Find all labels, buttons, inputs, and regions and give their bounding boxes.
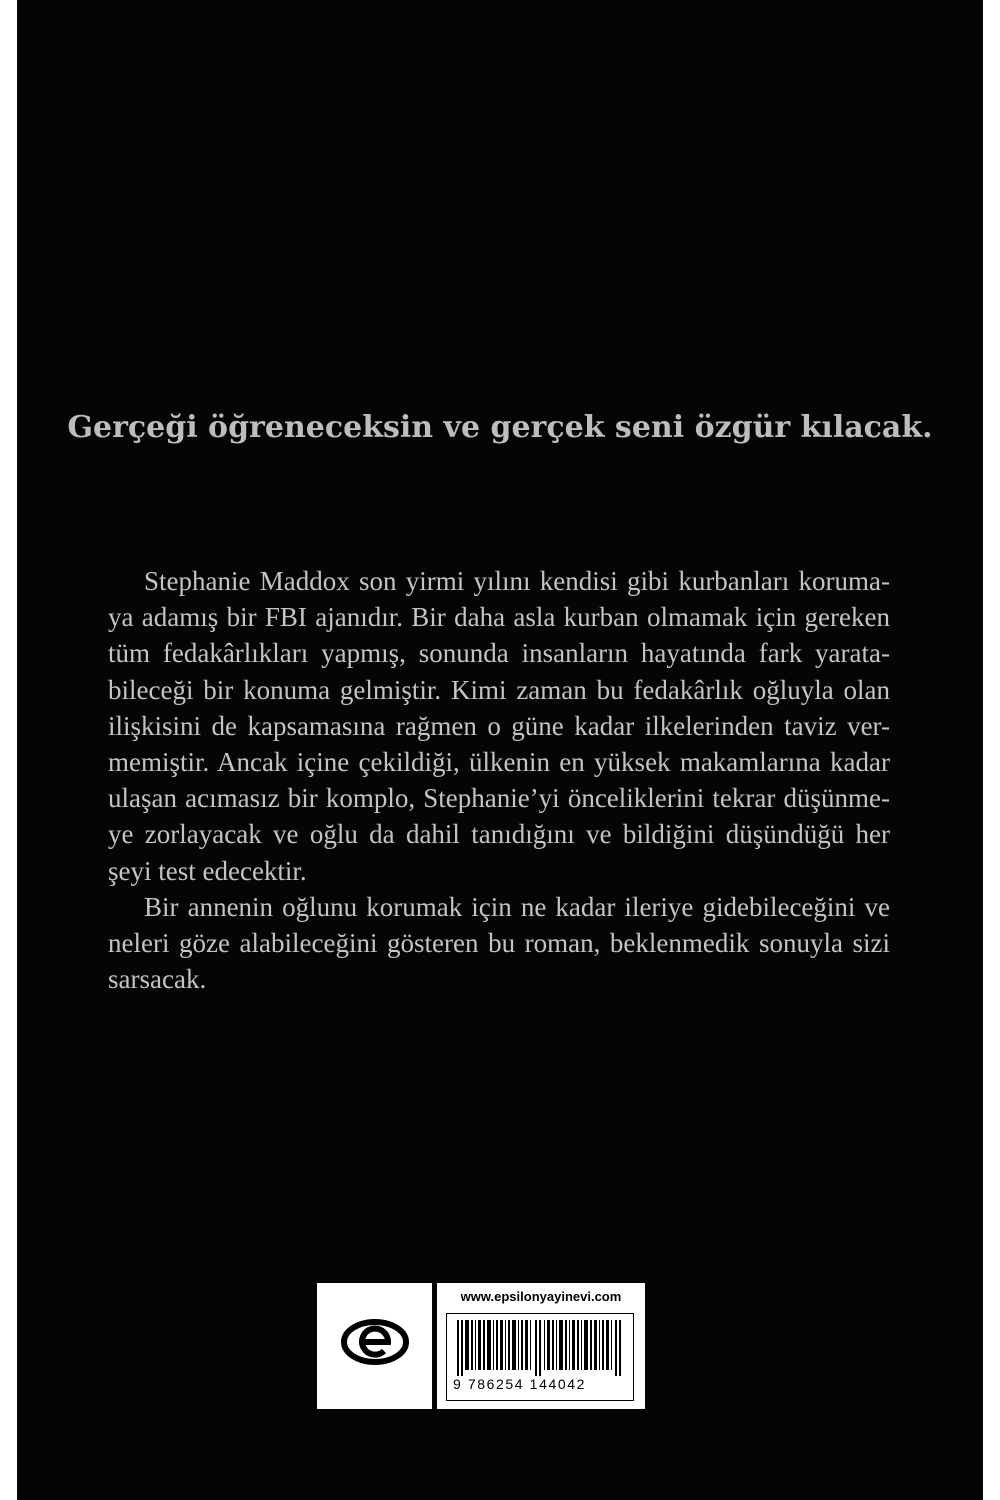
blurb-line: memiştir. Ancak içine çekildiği, ülkenin en yüksek makamlarına kadar xyxy=(108,747,890,778)
publisher-website: www.epsilonyayinevi.com xyxy=(460,1289,622,1304)
epsilon-logo-icon xyxy=(340,1317,410,1367)
isbn-number: 9 786254 144042 xyxy=(453,1376,586,1392)
blurb-line: ye zorlayacak ve oğlu da dahil tanıdığını ve bildiğini düşündüğü her xyxy=(108,819,890,850)
blurb-line: tüm fedakârlıkları yapmış, sonunda insanların hayatında fark yarata- xyxy=(108,638,890,669)
cover-tagline: Gerçeği öğreneceksin ve gerçek seni özgür kılacak. xyxy=(67,410,933,445)
barcode-box xyxy=(437,1283,645,1409)
blurb-line: Bir annenin oğlunu korumak için ne kadar ileriye gidebileceğini ve xyxy=(144,891,890,922)
blurb-line: ulaşan acımasız bir komplo, Stephanie’yi önceliklerini tekrar düşünme- xyxy=(108,783,890,814)
blurb-line: ilişkisini de kapsamasına rağmen o güne kadar ilkelerinden taviz ver- xyxy=(108,710,890,741)
blurb-line: sarsacak. xyxy=(108,964,207,995)
publisher-logo-box xyxy=(317,1283,432,1409)
blurb-line: şeyi test edecektir. xyxy=(108,855,307,886)
blurb-line: ya adamış bir FBI ajanıdır. Bir daha asla kurban olmamak için gereken xyxy=(108,602,890,633)
blurb-line: neleri göze alabileceğini gösteren bu roman, beklenmedik sonuyla sizi xyxy=(108,928,890,959)
blurb-text xyxy=(108,563,890,997)
barcode-icon xyxy=(455,1320,625,1376)
blurb-line: bileceği bir konuma gelmiştir. Kimi zaman bu fedakârlık oğluyla olan xyxy=(108,674,890,705)
barcode-frame xyxy=(446,1313,634,1401)
blurb-line: Stephanie Maddox son yirmi yılını kendisi gibi kurbanları koruma- xyxy=(144,566,890,596)
